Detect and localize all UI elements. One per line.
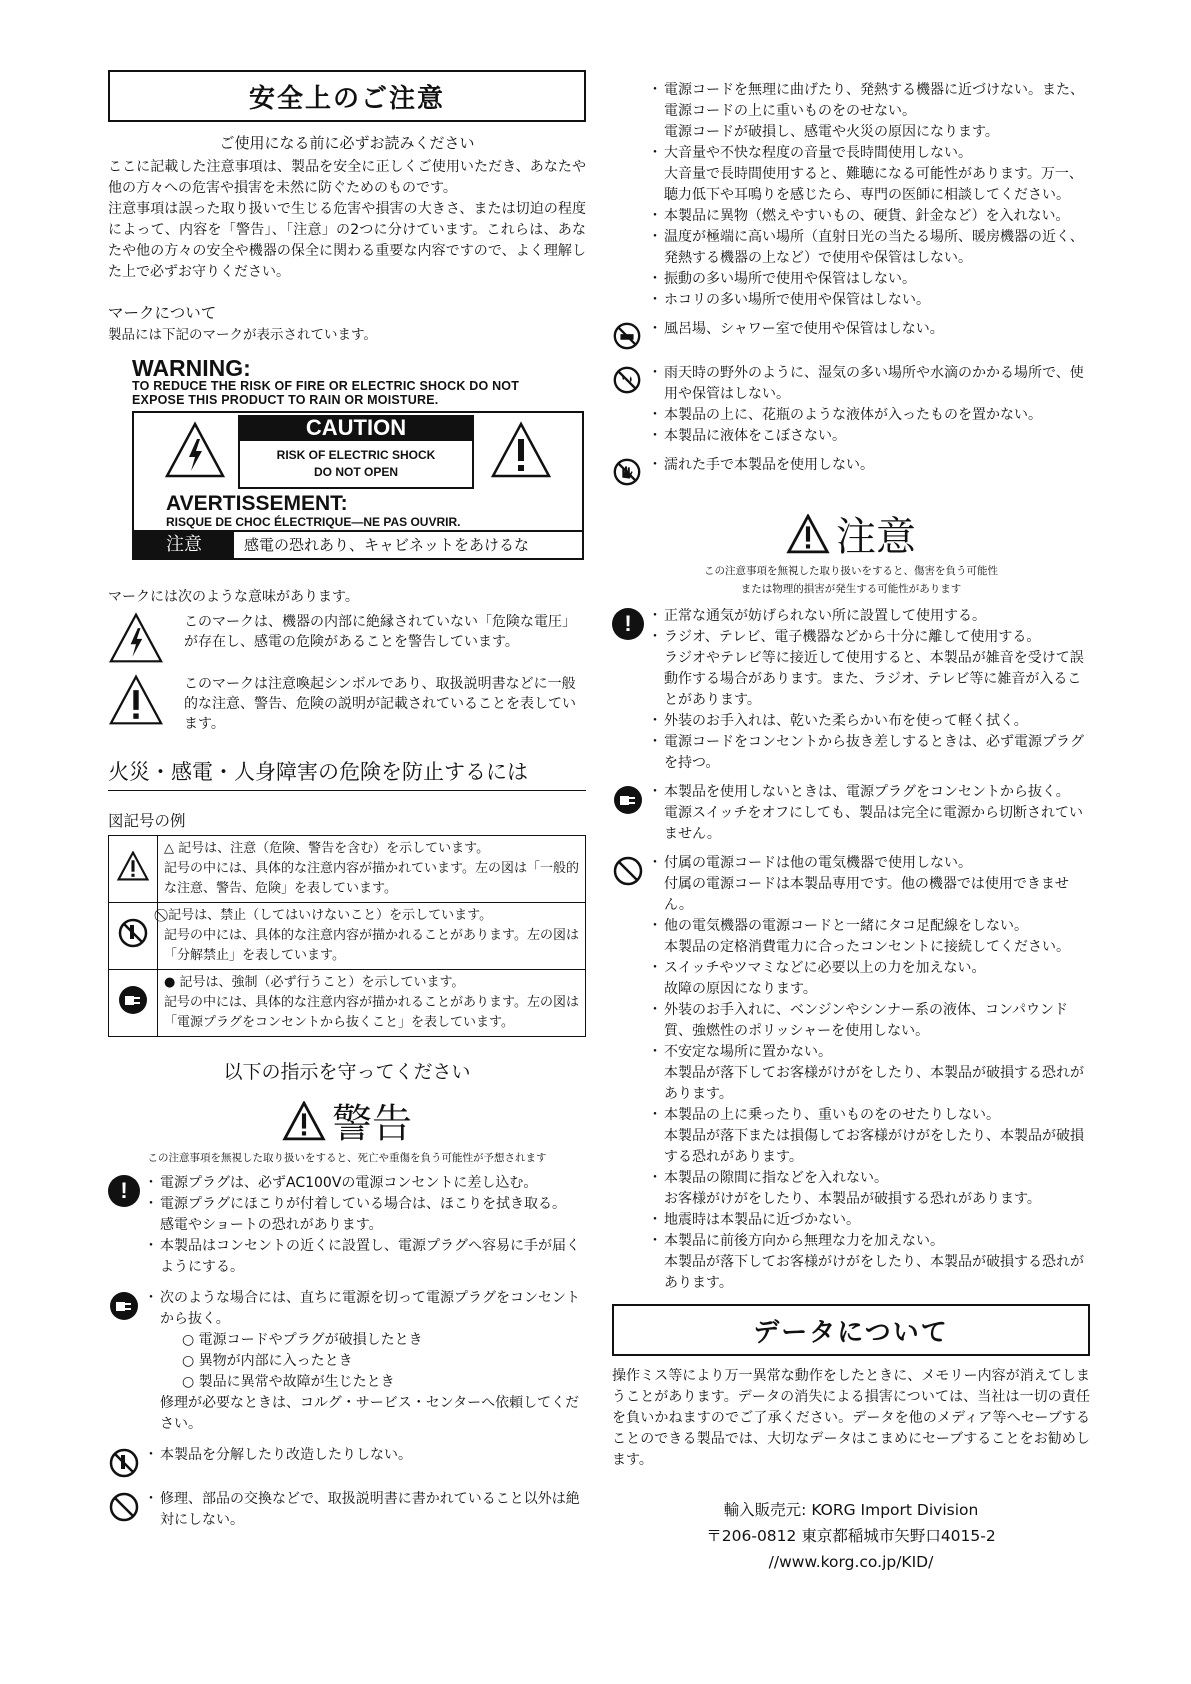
list-item: ・ 本製品に液体をこぼさない。 — [652, 426, 1090, 447]
warning-group-1 — [108, 1173, 586, 1278]
symbol-2-line1: ⃠ 記号は、禁止（してはいけないこと）を示しています。 — [164, 908, 493, 923]
no-disassembly-icon — [108, 1447, 140, 1479]
importer: 輸入販売元: KORG Import Division — [723, 1501, 979, 1519]
warning-group-3 — [108, 1445, 586, 1483]
list-item: ・ 外装のお手入れに、ベンジンやシンナー系の液体、コンパウンド質、強燃性のポリッシャーを使用しない。 — [652, 1000, 1090, 1042]
list-item: ・ 雨天時の野外のように、湿気の多い場所や水滴のかかる場所で、使用や保管はしない。 — [652, 363, 1090, 405]
label-jp-text: 感電の恐れあり、キャビネットをあけるな — [244, 536, 530, 554]
table-row — [109, 970, 586, 1037]
rain-group — [612, 363, 1090, 447]
label-risque: RISQUE DE CHOC ÉLECTRIQUE—NE PAS OUVRIR. — [166, 515, 461, 529]
top-items — [612, 80, 1090, 311]
left-column — [108, 70, 586, 1531]
symbol-1-line1: △ 記号は、注意（危険、警告を含む）を示しています。 — [164, 841, 490, 856]
unplug-icon — [117, 984, 149, 1016]
list-item: ・ 大音量や不快な程度の音量で長時間使用しない。 — [652, 143, 1090, 164]
intro-text: ここに記載した注意事項は、製品を安全に正しくご使用いただき、あなたや他の方々への危害や損害を未然に防ぐためのものです。 — [108, 159, 586, 196]
label-caution: CAUTION — [238, 415, 474, 441]
meaning-1 — [108, 612, 586, 668]
list-item: 電源コードが破損し、感電や火災の原因になります。 — [664, 124, 999, 140]
chuui-heading — [612, 505, 1090, 562]
list-item: ・ 本製品の上に、花瓶のような液体が入ったものを置かない。 — [652, 405, 1090, 426]
no-moisture-icon — [612, 365, 642, 395]
label-warning-line2: EXPOSE THIS PRODUCT TO RAIN OR MOISTURE. — [132, 393, 439, 407]
footer — [612, 1497, 1090, 1575]
symbol-table — [108, 835, 586, 1037]
warning-group-2 — [108, 1288, 586, 1435]
list-item: ・ 本製品はコンセントの近くに設置し、電源プラグへ容易に手が届くようにする。 — [148, 1236, 586, 1278]
table-row — [109, 903, 586, 970]
list-item: ・ 濡れた手で本製品を使用しない。 — [652, 455, 1090, 476]
lightning-triangle-icon — [108, 612, 164, 664]
unplug-icon — [108, 1290, 140, 1322]
label-jp-tag: 注意 — [134, 532, 234, 558]
list-item: ・ 本製品の上に乗ったり、重いものをのせたりしない。 — [652, 1105, 1090, 1126]
symbol-3-line2: 記号の中には、具体的な注意内容が描かれることがあります。左の図は「電源プラグをコンセントから抜くこと」を表しています。 — [164, 995, 579, 1030]
follow-instructions: 以下の指示を守ってください — [223, 1061, 471, 1083]
table-row — [109, 836, 586, 903]
keikoku-heading — [108, 1092, 586, 1149]
list-item: ・ 不安定な場所に置かない。 — [652, 1042, 1090, 1063]
no-disassembly-icon — [117, 917, 149, 949]
no-wet-hands-icon — [612, 457, 642, 487]
list-item: ・ 他の電気機器の電源コードと一緒にタコ足配線をしない。 — [652, 916, 1090, 937]
list-item: ・ 本製品を使用しないときは、電源プラグをコンセントから抜く。 — [652, 782, 1090, 803]
list-item: ・ 本製品に異物（燃えやすいもの、硬貨、針金など）を入れない。 — [652, 206, 1090, 227]
list-item: ・ 本製品を分解したり改造したりしない。 — [148, 1445, 586, 1466]
label-box — [132, 411, 584, 560]
list-item: 付属の電源コードは本製品専用です。他の機器では使用できません。 — [664, 876, 1069, 913]
list-item: 修理が必要なときは、コルグ・サービス・センターへ依頼してください。 — [160, 1395, 580, 1432]
caution-triangle-icon — [786, 514, 830, 554]
data-text: 操作ミス等により万一異常な動作をしたときに、メモリー内容が消えてしまうことがあります。データの消失による損害については、当社は一切の責任を負いかねますのでご了承ください。データを他のメディア等へセーブすることのできる製品では、大切なデータはこまめにセーブすることをお勧めします。 — [612, 1368, 1090, 1468]
chuui-label: 注意 — [836, 514, 916, 560]
fire-heading: 火災・感電・人身障害の危険を防止するには — [108, 756, 586, 791]
wet-group — [612, 455, 1090, 491]
list-item: ・ 電源コードを無理に曲げたり、発熱する機器に近づけない。また、電源コードの上に重いものをのせない。 — [652, 80, 1090, 122]
list-item: ・ ラジオ、テレビ、電子機器などから十分に離して使用する。 — [652, 627, 1090, 648]
keikoku-desc: この注意事項を無視した取り扱いをすると、死亡や重傷を負う可能性が予想されます — [147, 1152, 547, 1164]
list-item: ○ 製品に異常や故障が生じたとき — [182, 1374, 395, 1390]
caution-group-1 — [612, 606, 1090, 774]
chuui-desc-2: または物理的損害が発生する可能性があります — [740, 583, 962, 595]
list-item: ラジオやテレビ等に接近して使用すると、本製品が雑音を受けて誤動作する場合があります。また、ラジオ、テレビ等に雑音が入ることがあります。 — [664, 650, 1084, 708]
label-avertissement: AVERTISSEMENT: — [166, 492, 348, 515]
list-item: ・ 正常な通気が妨げられない所に設置して使用する。 — [652, 606, 1090, 627]
prohibited-icon — [612, 855, 644, 887]
label-warning: WARNING: — [132, 355, 251, 381]
no-bath-icon — [612, 321, 642, 351]
data-title: データについて — [612, 1304, 1090, 1356]
intro-text-2: 注意事項は誤った取り扱いで生じる危害や損害の大きさ、または切迫の程度によって、内容を「警告」、「注意」の2つに分けています。これらは、あなたや他の方々の安全や機器の保全に関わる重要な内容ですので、よく理解した上で必ずお守りください。 — [108, 201, 586, 280]
safety-title: 安全上のご注意 — [108, 70, 586, 122]
list-item: 電源スイッチをオフにしても、製品は完全に電源から切断されていません。 — [664, 805, 1084, 842]
list-item: ・ ホコリの多い場所で使用や保管はしない。 — [652, 290, 1090, 311]
list-item: ・ 風呂場、シャワー室で使用や保管はしない。 — [652, 319, 1090, 340]
mark-desc: 製品には下記のマークが表示されています。 — [108, 327, 377, 343]
list-item: 大音量で長時間使用すると、難聴になる可能性があります。万一、聴力低下や耳鳴りを感じたら、専門の医師に相談してください。 — [664, 166, 1083, 203]
symbol-2-line2: 記号の中には、具体的な注意内容が描かれることがあります。左の図は「分解禁止」を表しています。 — [164, 928, 579, 963]
list-item: ・ 電源プラグにほこりが付着している場合は、ほこりを拭き取る。 — [148, 1194, 586, 1215]
list-item: ・ 電源プラグは、必ずAC100Vの電源コンセントに差し込む。 — [148, 1173, 586, 1194]
unplug-icon — [612, 784, 644, 816]
list-item: 故障の原因になります。 — [664, 981, 817, 997]
label-caution-line2: DO NOT OPEN — [313, 465, 398, 479]
label-jp-row — [134, 530, 582, 558]
list-item: ○ 異物が内部に入ったとき — [182, 1353, 353, 1369]
label-warning-line1: TO REDUCE THE RISK OF FIRE OR ELECTRIC SHOCK DO NOT — [132, 379, 520, 393]
chuui-desc-1: この注意事項を無視した取り扱いをすると、傷害を負う可能性 — [704, 565, 998, 577]
list-item: ・ 電源コードをコンセントから抜き差しするときは、必ず電源プラグを持つ。 — [652, 732, 1090, 774]
warning-triangle-icon — [282, 1101, 326, 1141]
mandatory-icon: ! — [108, 1175, 140, 1207]
symbol-1-line2: 記号の中には、具体的な注意内容が描かれています。左の図は「一般的な注意、警告、危険」を表しています。 — [164, 861, 579, 896]
warning-label — [132, 357, 584, 560]
list-item: ・ 温度が極端に高い場所（直射日光の当たる場所、暖房機器の近く、発熱する機器の上など）で使用や保管はしない。 — [652, 227, 1090, 269]
list-item: 本製品が落下してお客様がけがをしたり、本製品が破損する恐れがあります。 — [664, 1254, 1084, 1291]
label-caution-box — [238, 441, 474, 489]
caution-group-2 — [612, 782, 1090, 845]
label-caution-line1: RISK OF ELECTRIC SHOCK — [276, 448, 436, 462]
bath-group — [612, 319, 1090, 355]
mandatory-icon: ! — [612, 608, 644, 640]
exclamation-triangle-icon — [490, 421, 552, 479]
meaning-1-text: このマークは、機器の内部に絶縁されていない「危険な電圧」が存在し、感電の危険があることを警告しています。 — [184, 614, 576, 650]
caution-group-3 — [612, 853, 1090, 1294]
list-item: ・ 修理、部品の交換などで、取扱説明書に書かれていること以外は絶対にしない。 — [148, 1489, 586, 1531]
mark-meaning: マークには次のような意味があります。 — [108, 589, 359, 605]
list-item: ・ 次のような場合には、直ちに電源を切って電源プラグをコンセントから抜く。 — [148, 1288, 586, 1330]
list-item: ・ 外装のお手入れは、乾いた柔らかい布を使って軽く拭く。 — [652, 711, 1090, 732]
warning-group-4 — [108, 1489, 586, 1531]
address: 〒206-0812 東京都稲城市矢野口4015-2 — [706, 1527, 996, 1545]
list-item: 感電やショートの恐れがあります。 — [160, 1217, 383, 1233]
caution-triangle-icon — [116, 851, 150, 881]
list-item: ・ 振動の多い場所で使用や保管はしない。 — [652, 269, 1090, 290]
keikoku-label: 警告 — [332, 1101, 412, 1147]
meaning-2 — [108, 674, 586, 734]
lightning-triangle-icon — [164, 421, 226, 479]
right-column — [612, 80, 1090, 1575]
symbol-3-line1: ● 記号は、強制（必ず行うこと）を示しています。 — [164, 975, 465, 990]
list-item: ・ 付属の電源コードは他の電気機器で使用しない。 — [652, 853, 1090, 874]
list-item: お客様がけがをしたり、本製品が破損する恐れがあります。 — [664, 1191, 1041, 1207]
list-item: 本製品の定格消費電力に合ったコンセントに接続してください。 — [664, 939, 1070, 955]
list-item: ・ 本製品に前後方向から無理な力を加えない。 — [652, 1231, 1090, 1252]
prohibited-icon — [108, 1491, 140, 1523]
list-item: 本製品が落下または損傷してお客様がけがをしたり、本製品が破損する恐れがあります。 — [664, 1128, 1084, 1165]
list-item: 本製品が落下してお客様がけがをしたり、本製品が破損する恐れがあります。 — [664, 1065, 1084, 1102]
meaning-2-text: このマークは注意喚起シンボルであり、取扱説明書などに一般的な注意、警告、危険の説明が記載されていることを表しています。 — [184, 676, 576, 732]
list-item: ○ 電源コードやプラグが破損したとき — [182, 1332, 423, 1348]
website-url: //www.korg.co.jp/KID/ — [768, 1553, 934, 1571]
list-item: ・ 地震時は本製品に近づかない。 — [652, 1210, 1090, 1231]
mark-heading: マークについて — [108, 304, 217, 322]
exclamation-triangle-icon — [108, 674, 164, 726]
list-item: ・ 本製品の隙間に指などを入れない。 — [652, 1168, 1090, 1189]
list-item: ・ スイッチやツマミなどに必要以上の力を加えない。 — [652, 958, 1090, 979]
read-before-use: ご使用になる前に必ずお読みください — [219, 134, 475, 152]
symbol-heading: 図記号の例 — [108, 812, 186, 830]
